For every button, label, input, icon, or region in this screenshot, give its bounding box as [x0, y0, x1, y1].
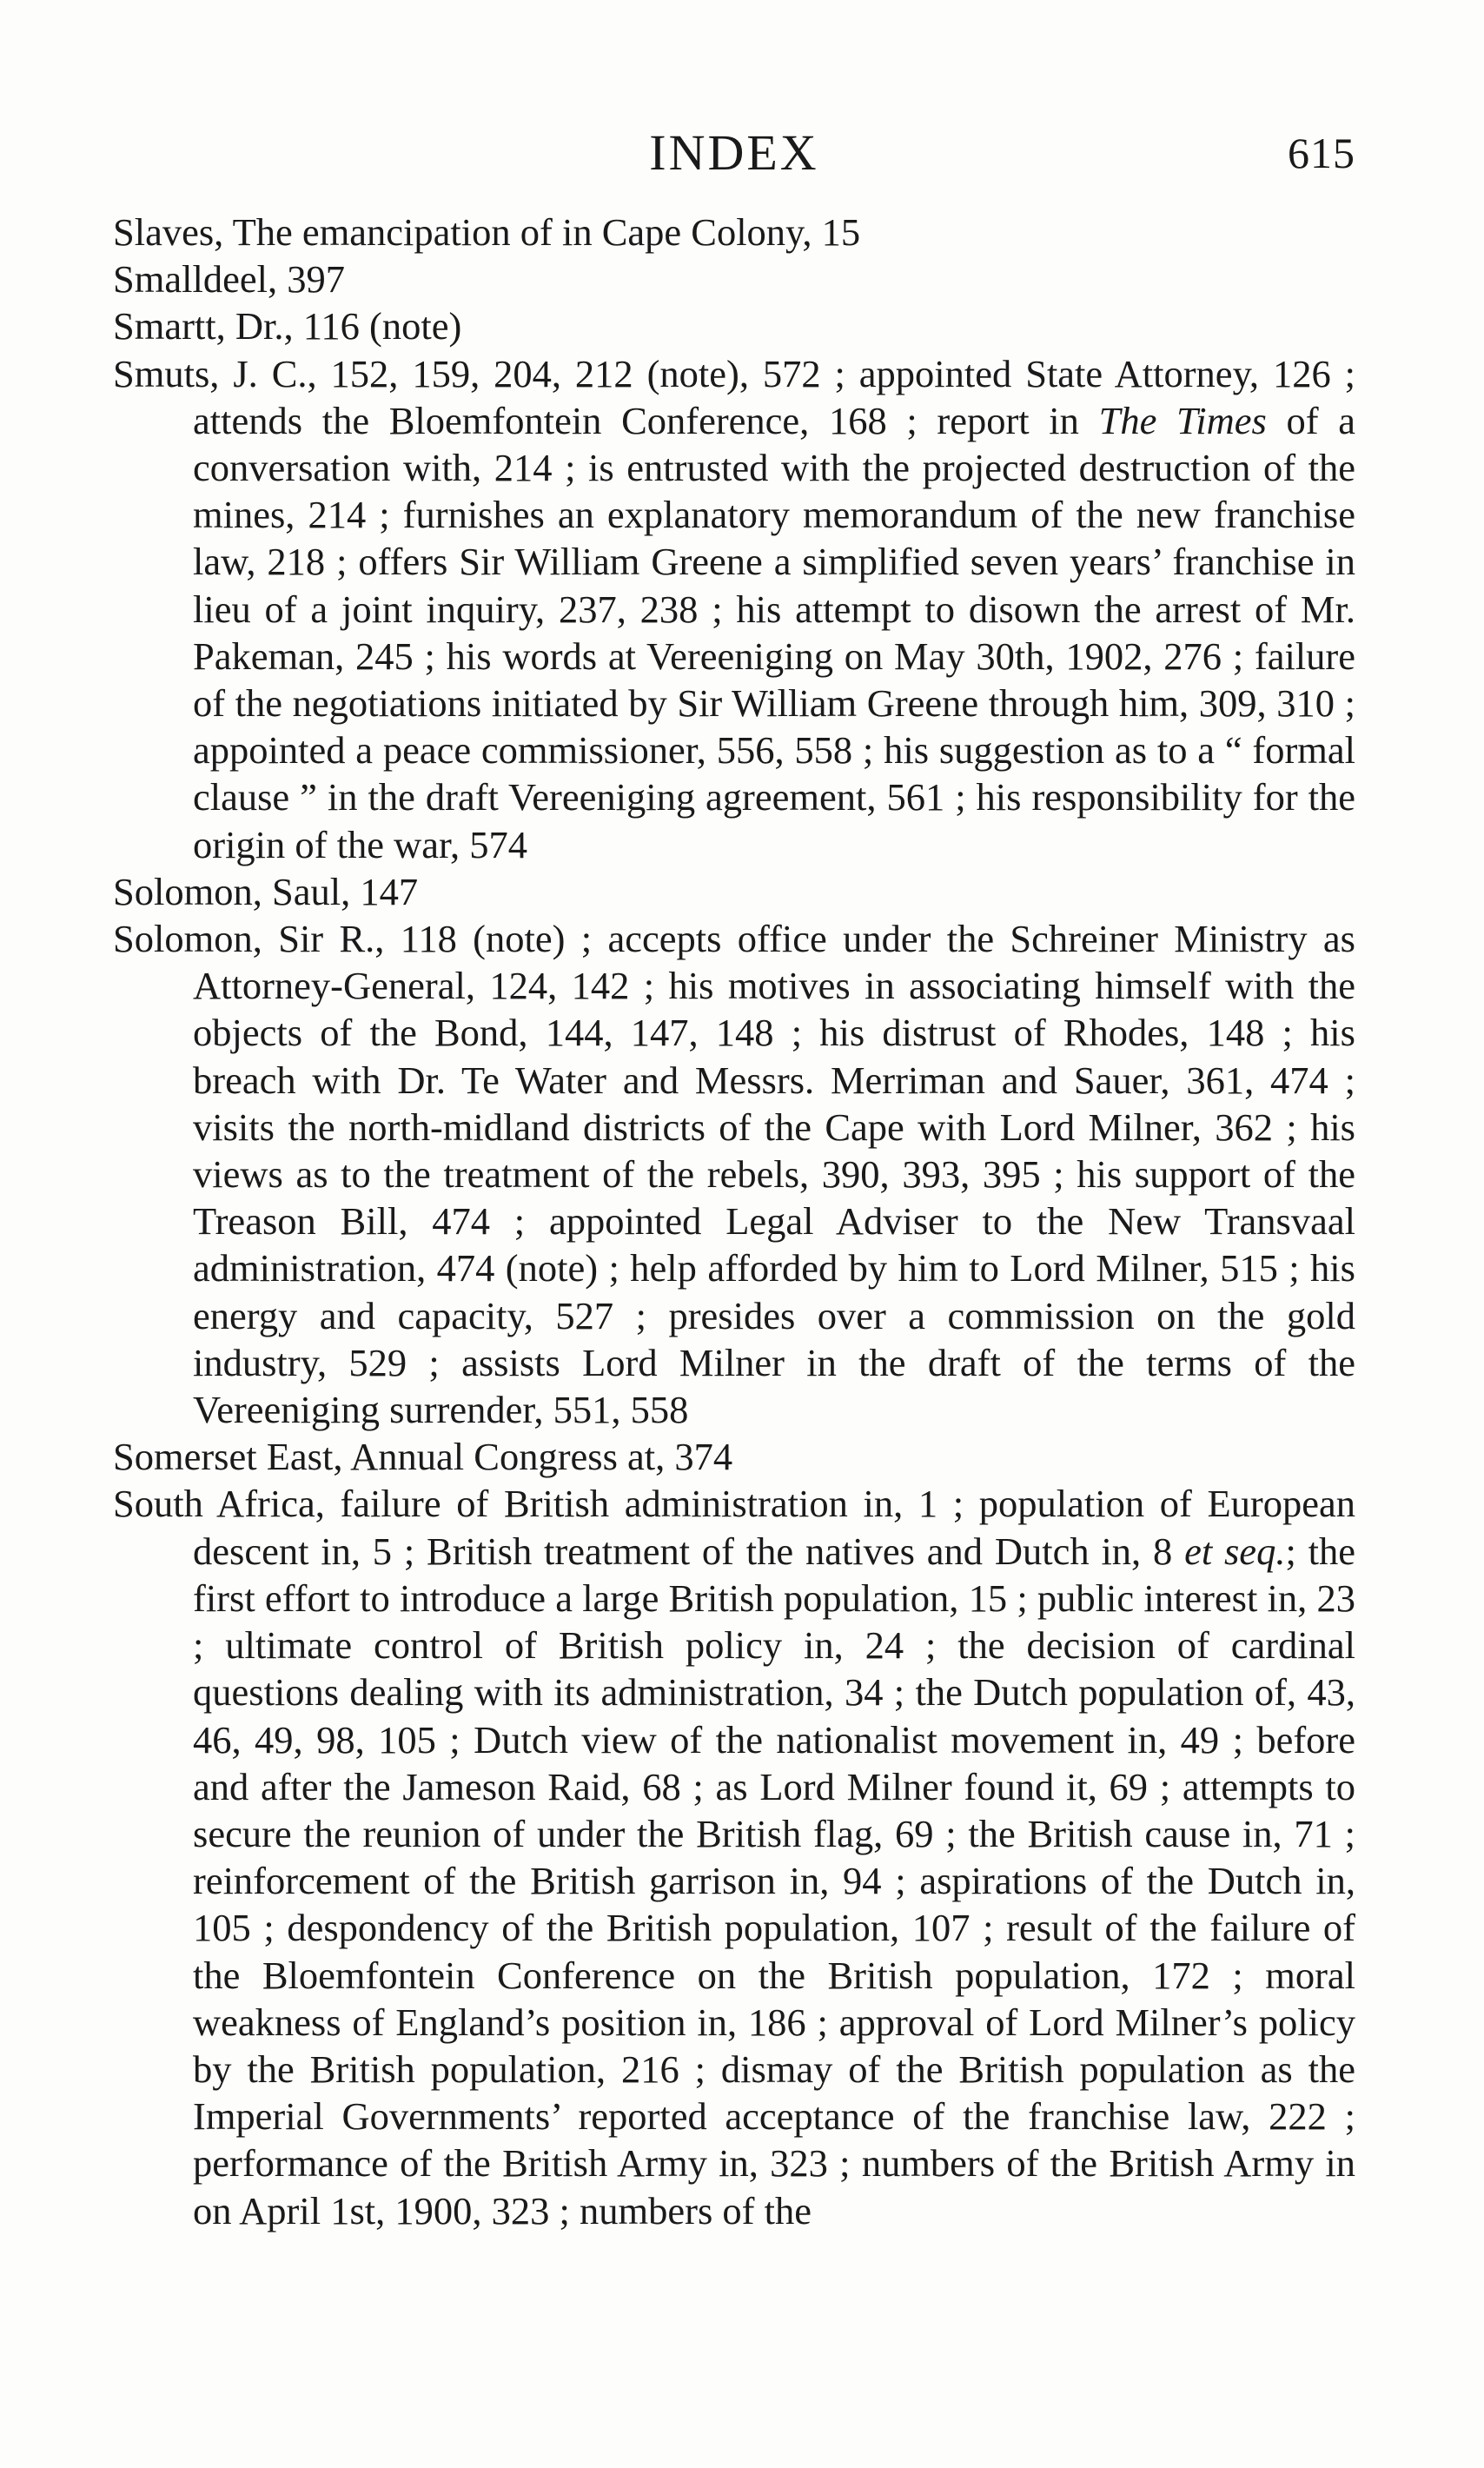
index-entry-solomon-saul: Solomon, Saul, 147 — [113, 869, 419, 913]
page-title: INDEX — [649, 124, 819, 181]
entry-text: of a conversation with, 214 ; is entrusted with the projected destruction of the mines, 214 ; furnishes an explanatory memorandum of the new franchise law, 218 ; offers Sir William Greene a simplified seven years’ franchise in lieu of a joint inquiry, 237, 238 ; his attempt to disown the arrest of Mr. Pakeman, 245 ; his words at Vereeniging on May 30th, 1902, 276 ; failure of the negotiations initiated by Sir William Greene through him, 309, 310 ; appointed a peace commissioner, 556, 558 ; his suggestion as to a “ formal clause ” in the draft Vereeniging agreement, 561 ; his responsibility for the origin of the war, 574 — [193, 398, 1355, 866]
entry-italic-phrase: et seq. — [1184, 1529, 1286, 1573]
entry-text: Smuts, J. C., 152, 159, 204, 212 (note), 572 ; appointed State Attorney, 126 ; attends the Bloemfontein Conference, 168 ; report in — [113, 351, 1355, 442]
index-entry-slaves: Slaves, The emancipation of in Cape Colony, 15 — [113, 210, 861, 254]
index-entry-solomon-sir-r: Solomon, Sir R., 118 (note) ; accepts office under the Schreiner Ministry as Attorney-General, 124, 142 ; his motives in associating himself with the objects of the Bond, 144, 147, 148 ; his distrust of Rhodes, 148 ; his breach with Dr. Te Water and Messrs. Merriman and Sauer, 361, 474 ; visits the north-midland districts of the Cape with Lord Milner, 362 ; his views as to the treatment of the rebels, 390, 393, 395 ; his support of the Treason Bill, 474 ; appointed Legal Adviser to the New Transvaal administration, 474 (note) ; help afforded by him to Lord Milner, 515 ; his energy and capacity, 527 ; presides over a commission on the gold industry, 529 ; assists Lord Milner in the draft of the terms of the Vereeniging surrender, 551, 558 — [113, 917, 1355, 1432]
index-entry-south-africa — [113, 1480, 1355, 2233]
index-entries — [113, 209, 1355, 2234]
entry-text: ; the first effort to introduce a large British population, 15 ; public interest in, 23 ; ultimate control of British policy in, 24 ; the decision of cardinal questions dealing with its administration, 34 ; the Dutch population of, 43, 46, 49, 98, 105 ; Dutch view of the nationalist movement in, 49 ; before and after the Jameson Raid, 68 ; as Lord Milner found it, 69 ; attempts to secure the reunion of under the British flag, 69 ; the British cause in, 71 ; reinforcement of the British garrison in, 94 ; aspirations of the Dutch in, 105 ; despondency of the British population, 107 ; result of the failure of the Bloemfontein Conference on the British population, 172 ; moral weakness of England’s position in, 186 ; approval of Lord Milner’s policy by the British population, 216 ; dismay of the British population as the Imperial Governments’ reported acceptance of the franchise law, 222 ; performance of the British Army in, 323 ; numbers of the British Army in on April 1st, 1900, 323 ; numbers of the — [193, 1529, 1355, 2232]
index-entry-somerset-east: Somerset East, Annual Congress at, 374 — [113, 1435, 733, 1479]
index-entry-smalldeel: Smalldeel, 397 — [113, 257, 345, 302]
page-number: 615 — [1288, 129, 1355, 177]
index-entry-smartt: Smartt, Dr., 116 (note) — [113, 304, 462, 348]
entry-italic-title: The Times — [1098, 398, 1267, 442]
entry-text: South Africa, failure of British administration in, 1 ; population of European descent in, 5 ; British treatment of the natives and Dutch in, 8 — [113, 1482, 1355, 1573]
running-head — [113, 122, 1355, 184]
index-entry-smuts — [113, 350, 1355, 868]
